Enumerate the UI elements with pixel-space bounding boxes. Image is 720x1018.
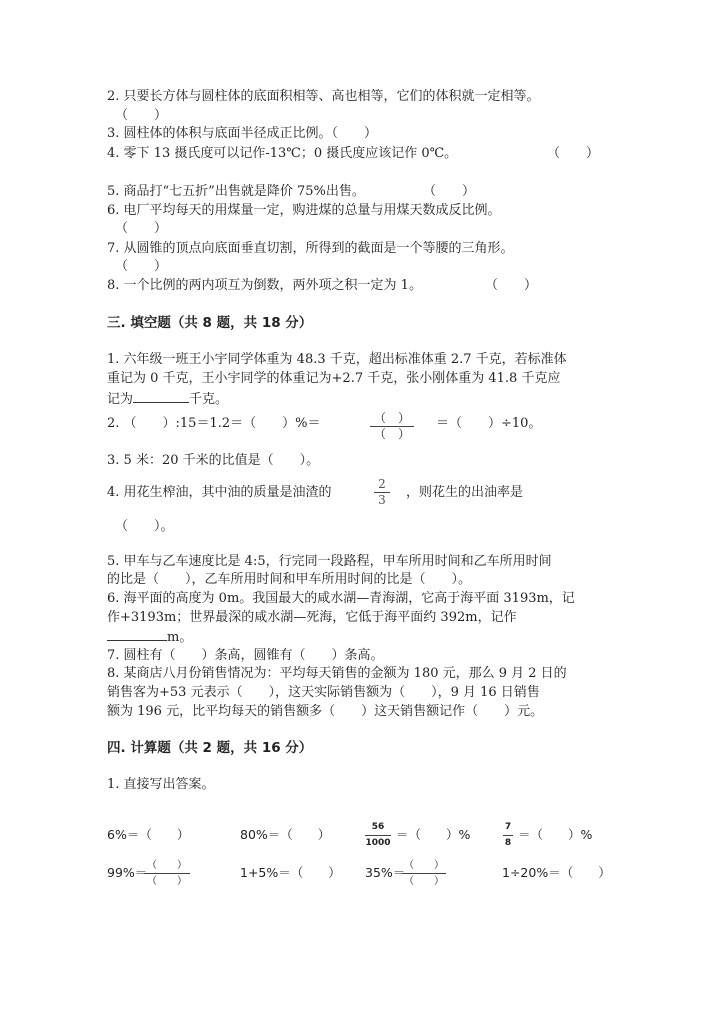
fill-q8-line2: 销售客为+53 元表示（ ），这天实际销售额为（ ），9 月 16 日销售 [107,685,540,700]
calc-r1c3-bar [365,835,391,836]
fill-q6-post: m。 [167,630,193,645]
fill-q4-fraction-den: 3 [378,493,386,507]
calc-r2c4[interactable]: 1÷20%＝（ ） [502,865,611,880]
fill-q2-fraction[interactable] [370,412,414,441]
fill-q4-post: ，则花生的出油率是 [406,485,524,500]
calc-r2c3-den: （ ） [404,876,444,887]
calc-r1c3-fraction [365,821,391,850]
fill-q3: 3. 5 米：20 千米的比值是（ ）。 [107,453,320,468]
judge-q4-answer-blank[interactable]: （ ） [547,146,600,161]
calc-r1c1[interactable]: 6%＝（ ） [107,827,190,842]
judge-q4: 4. 零下 13 摄氏度可以记作-13℃；0 摄氏度应该记作 0℃。 [107,146,458,161]
fill-q6-answer-blank[interactable] [107,627,167,641]
calc-r1c4-bar [503,835,513,836]
fill-q1-post: 千克。 [189,392,229,407]
fill-q1-line3 [107,389,228,409]
fill-q8-line1: 8. 某商店八月份销售情况为：平均每天销售的金额为 180 元，那么 9 月 2 日的 [107,666,567,681]
section-4-title: 四. 计算题（共 2 题，共 16 分） [107,740,313,756]
fill-q2-fraction-num: （ ） [373,411,410,425]
fill-q4-answer-blank[interactable]: （ ）。 [115,519,174,534]
calc-r2c3-fraction[interactable] [402,859,446,888]
calc-r1c3[interactable]: ＝（ ）% [396,827,471,842]
fill-q5-line2: 的比是（ ），乙车所用时间和甲车所用时间的比是（ ）。 [107,572,472,587]
judge-q8-answer-blank[interactable]: （ ） [485,278,538,293]
judge-q5-answer-blank[interactable]: （ ） [423,184,476,199]
judge-q7-answer-blank[interactable]: （ ） [115,259,168,274]
calc-r2c1-den: （ ） [147,876,187,887]
judge-q2-answer-blank[interactable]: （ ） [115,108,168,123]
fill-q2-post: ＝（ ）÷10。 [436,416,542,431]
section-3-title: 三. 填空题（共 8 题，共 18 分） [107,315,313,331]
calc-r2c3-pre: 35%＝ [365,865,406,880]
fill-q6-line2: 作+3193m；世界最深的咸水湖—死海，它低于海平面约 392m，记作 [107,610,517,625]
fill-q8-line3: 额为 196 元，比平均每天的销售额多（ ）这天销售额记作（ ）元。 [107,704,544,719]
fill-q5-line1: 5. 甲车与乙车速度比是 4:5，行完同一段路程，甲车所用时间和乙车所用时间 [107,554,552,569]
calc-r2c1-num: （ ） [147,860,187,871]
judge-q3: 3. 圆柱体的体积与底面半径成正比例。（ ） [107,126,378,141]
calc-r2c3-bar [402,873,446,874]
fill-q4-pre: 4. 用花生榨油，其中油的质量是油渣的 [107,485,332,500]
judge-q2-line1: 2. 只要长方体与圆柱体的底面积相等、高也相等，它们的体积就一定相等。 [107,89,540,104]
calc-r1c4-fraction [503,821,513,850]
judge-q5: 5. 商品打“七五折”出售就是降价 75%出售。 [107,184,365,199]
fill-q1-answer-blank[interactable] [133,389,189,403]
judge-q6-answer-blank[interactable]: （ ） [115,221,168,236]
calc-r1c3-num: 56 [371,822,385,832]
fill-q1-line1: 1. 六年级一班王小宇同学体重为 48.3 千克，超出标准体重 2.7 千克，若标准体 [107,352,567,367]
calc-r1c4[interactable]: ＝（ ）% [518,827,593,842]
fill-q2-pre: 2. （ ）:15＝1.2＝（ ）%＝ [107,416,321,431]
fill-q6-line3 [107,627,192,647]
judge-q7-line1: 7. 从圆锥的顶点向底面垂直切割，所得到的截面是一个等腰的三角形。 [107,241,514,256]
fill-q6-line1: 6. 海平面的高度为 0m。我国最大的咸水湖—青海湖，它高于海平面 3193m，记 [107,591,575,606]
judge-q8: 8. 一个比例的两内项互为倒数，两外项之积一定为 1。 [107,278,422,293]
fill-q1-line2: 重记为 0 千克，王小宇同学的体重记为+2.7 千克，张小刚体重为 41.8 千克应 [107,371,561,386]
calc-r1c3-den: 1000 [365,838,391,848]
calc-r2c1-bar [144,873,190,874]
calc-r1c2[interactable]: 80%＝（ ） [240,827,331,842]
judge-q6-line1: 6. 电厂平均每天的用煤量一定，购进煤的总量与用煤天数成反比例。 [107,203,501,218]
fill-q7: 7. 圆柱有（ ）条高，圆锥有（ ）条高。 [107,648,384,663]
fill-q4-fraction [374,478,390,507]
fill-q2-fraction-den: （ ） [373,427,410,441]
calc-r2c1-fraction[interactable] [144,859,190,888]
calc-r2c2[interactable]: 1+5%＝（ ） [240,865,341,880]
fill-q4-fraction-num: 2 [378,477,386,491]
calc-r1c4-num: 7 [504,822,512,832]
calc-r1c4-den: 8 [504,838,512,848]
calc-intro: 1. 直接写出答案。 [107,777,215,792]
calc-r2c3-num: （ ） [404,860,444,871]
calc-r2c1-pre: 99%＝ [107,865,148,880]
fill-q1-pre: 记为 [107,392,134,407]
